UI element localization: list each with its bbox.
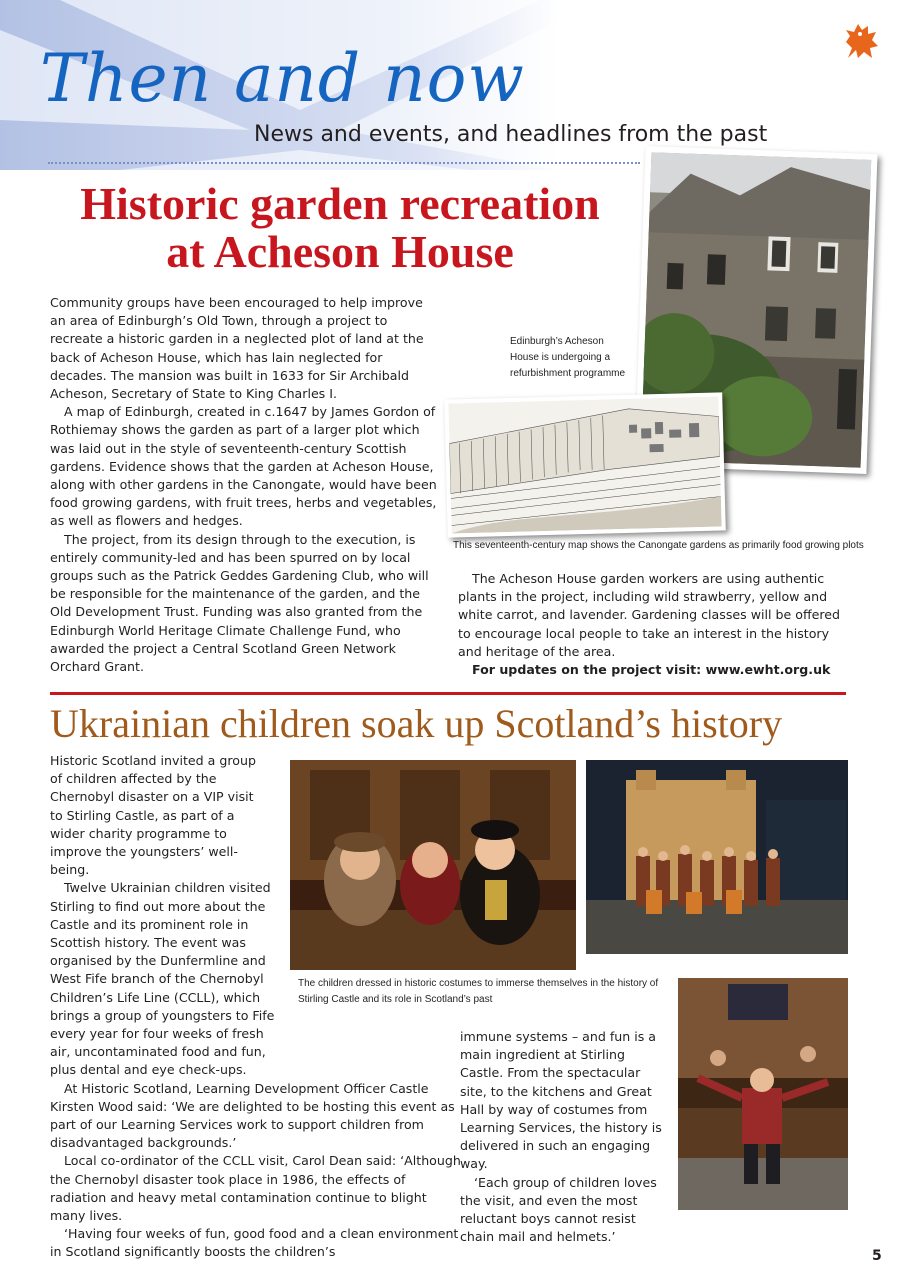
article2-column-right (460, 1028, 670, 1246)
article2-headline: Ukrainian children soak up Scotland’s history (50, 701, 783, 746)
article2-paragraph: ‘Having four weeks of fun, good food and a clean environment in Scotland significantly boosts the children’s (50, 1226, 459, 1260)
castle-group-image (586, 760, 848, 954)
boy-great-hall-image (678, 978, 848, 1210)
article1-updates-link[interactable]: For updates on the project visit: www.ewht.org.uk (472, 662, 831, 678)
house-photo-caption: Edinburgh’s Acheson House is undergoing a refurbishment programme (510, 336, 626, 379)
article2-paragraph: ‘Each group of children loves the visit, and even the most reluctant boys cannot resist chain mail and helmets.’ (460, 1174, 657, 1245)
article1-paragraph: The project, from its design through to the execution, is entirely community-led and has been spurred on by local groups such as the Patrick Geddes Gardening Club, who will be responsible for the maintenance of the garden, and the Old Development Trust. Funding was also granted from the Edinburgh World Heritage Climate Challenge Fund, who awarded the project a Central Scotland Green Network Orchard Grant. (50, 531, 429, 675)
article1-column-right (458, 570, 848, 679)
boy-great-hall-photo (678, 978, 848, 1210)
lion-rampant-icon (838, 18, 884, 64)
article1-paragraph: A map of Edinburgh, created in c.1647 by James Gordon of Rothiemay shows the garden as part of a larger plot which was laid out in the style of seventeenth-century Scottish gardens. Evidence shows that the garden at Acheson House, along with other gardens in the Canongate, would have been food growing gardens, with fruit trees, herbs and vegetables, as well as flowers and hedges. (50, 404, 437, 529)
article2-column-left (50, 752, 462, 1262)
article2-paragraph: Local co-ordinator of the CCLL visit, Carol Dean said: ‘Although the Chernobyl disaster took place in 1986, the effects of radiation and heavy metal contamination continue to blight many lives. (50, 1153, 461, 1224)
article2-paragraph: Historic Scotland invited a group of children affected by the Chernobyl disaster on a VIP visit to Stirling Castle, as part of a wider charity programme to improve the youngsters’ well-being. (50, 753, 256, 878)
article1-paragraph: Community groups have been encouraged to help improve an area of Edinburgh’s Old Town, through a project to recreate a historic garden in a neglected plot of land at the back of Acheson House, which has lain neglected for decades. The mansion was built in 1633 for Sir Archibald Acheson, Secretary of State to King Charles I. (50, 295, 424, 402)
canongate-map-image (444, 392, 726, 537)
article1-paragraph: The Acheson House garden workers are using authentic plants in the project, including wild strawberry, yellow and white carrot, and lavender. Gardening classes will be offered to encourage local people to take an interest in the history and heritage of the area. (458, 571, 841, 659)
article1-column-left (50, 294, 440, 676)
page-number: 5 (872, 1248, 882, 1264)
article2-paragraph: immune systems – and fun is a main ingredient at Stirling Castle. From the spectacular site, to the kitchens and Great Hall by way of costumes from Learning Services, the history is delivered in such an engaging way. (460, 1029, 662, 1172)
canongate-map-drawing (448, 396, 721, 533)
article1-headline-line2: at Acheson House (166, 226, 514, 277)
article2-paragraph: Twelve Ukrainian children visited Stirling to find out more about the Castle and its prominent role in Scottish history. The event was organised by the Dunfermline and West Fife branch of the Chernobyl Children’s Life Line (CCLL), which brings a group of youngsters to Fife every year for four weeks of fresh air, uncontaminated food and fun, plus dental and eye check-ups. (50, 880, 275, 1078)
article1-headline-line1: Historic garden recreation (80, 178, 600, 229)
dotted-divider (48, 162, 640, 164)
section-divider (50, 692, 846, 695)
masthead-title: Then and now (40, 40, 525, 117)
article2-paragraph: At Historic Scotland, Learning Development Officer Castle Kirsten Wood said: ‘We are delighted to be hosting this event as part of our Learning Services work to support children from disadvantaged backgrounds.’ (50, 1080, 455, 1151)
castle-group-photo (586, 760, 848, 954)
article1-headline (40, 180, 640, 276)
masthead-subtitle: News and events, and headlines from the past (254, 122, 768, 147)
map-caption: This seventeenth-century map shows the Canongate gardens as primarily food growing plots (453, 540, 864, 551)
children-photo-caption: The children dressed in historic costumes to immerse themselves in the history of Stirling Castle and its role in Scotland’s past (298, 978, 659, 1005)
